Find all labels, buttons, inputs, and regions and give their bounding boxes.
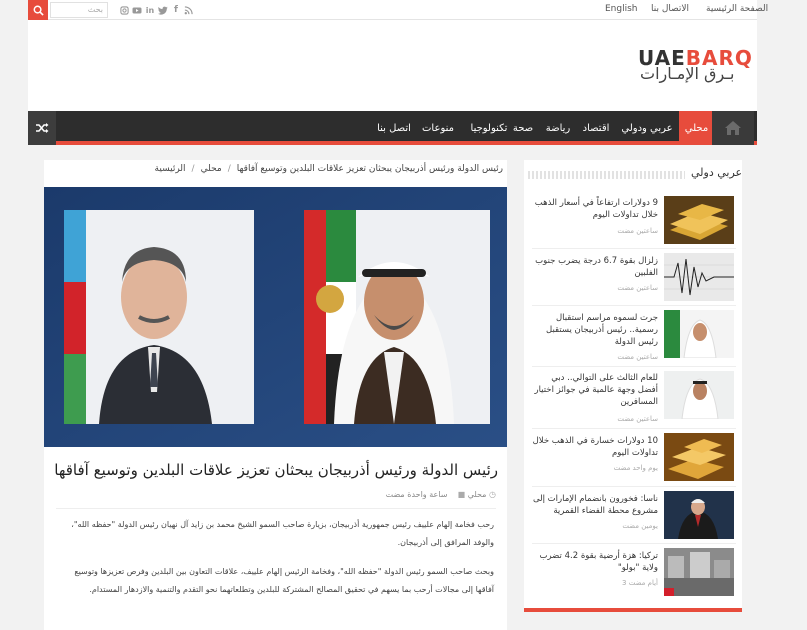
breadcrumb-current: رئيس الدولة ورئيس أذربيجان يبحثان تعزيز علاقات البلدين وتوسيع آفاقها [236, 164, 503, 174]
nav-misc[interactable]: منوعات [422, 122, 454, 134]
search-input[interactable]: بحث [50, 2, 108, 18]
news-thumb[interactable] [664, 371, 734, 419]
nav-technology[interactable]: تكنولوجيا [470, 122, 508, 134]
random-article-button[interactable] [28, 111, 56, 145]
nav-arab-intl[interactable]: عربي ودولي [621, 122, 673, 134]
news-time: ساعتين مضت [617, 353, 658, 361]
instagram-icon[interactable] [118, 4, 130, 16]
nav-contact[interactable]: اتصل بنا [377, 122, 411, 134]
article-paragraph: رحب فخامة إلهام علييف رئيس جمهورية أذربيجان، بزيارة صاحب السمو الشيخ محمد بن زايد آل نهيان رئيس الدولة "حفظه الله"، والوفد المرافق إلى أذربيجان. [71, 520, 494, 547]
news-title[interactable]: زلزال بقوة 6.7 درجة يضرب جنوب الفلبين [535, 256, 658, 278]
divider [532, 366, 736, 367]
divider [532, 248, 736, 249]
divider [56, 508, 496, 509]
search-button[interactable] [28, 0, 48, 20]
breadcrumb: رئيس الدولة ورئيس أذربيجان يبحثان تعزيز علاقات البلدين وتوسيع آفاقها/محلي/الرئيسية [154, 164, 503, 174]
news-thumb[interactable] [664, 253, 734, 301]
link-home[interactable]: الصفحة الرئيسية [706, 4, 769, 14]
rss-icon[interactable] [182, 4, 194, 16]
link-english[interactable]: English [605, 4, 638, 14]
article-hero-image [44, 187, 507, 447]
divider [532, 486, 736, 487]
shuffle-icon [35, 122, 49, 134]
youtube-icon[interactable] [131, 4, 143, 16]
news-title[interactable]: جرت لسموه مراسم استقبال رسمية.. رئيس أذربيجان يستقبل رئيس الدولة [546, 313, 658, 347]
nav-local[interactable]: محلي [679, 111, 714, 145]
news-thumb[interactable] [664, 433, 734, 481]
article-meta [52, 490, 496, 499]
widget-title-stripe [528, 171, 685, 179]
news-title[interactable]: تركيا: هزة أرضية بقوة 4.2 تضرب ولاية "بولو" [539, 551, 658, 573]
nav-health[interactable]: صحة [512, 122, 534, 134]
logo-latin-a: UAE [638, 46, 686, 70]
news-time: ساعتين مضت [617, 415, 658, 423]
nav-sports[interactable]: رياضة [545, 122, 571, 134]
news-thumb[interactable] [664, 491, 734, 539]
news-time: 3 أيام مضت [622, 579, 658, 587]
article-title: رئيس الدولة ورئيس أذربيجان يبحثان تعزيز علاقات البلدين وتوسيع آفاقها [54, 461, 498, 479]
link-contact[interactable]: الاتصال بنا [651, 4, 690, 14]
news-title[interactable]: ناسا: فخورون بانضمام الإمارات إلى مشروع محطة الفضاء القمرية [532, 494, 658, 516]
clock-icon: ◷ [489, 490, 496, 499]
divider [532, 428, 736, 429]
search-icon [33, 5, 44, 16]
news-thumb[interactable] [664, 196, 734, 244]
breadcrumb-category[interactable]: محلي [200, 164, 222, 174]
news-time: ساعتين مضت [617, 284, 658, 292]
article-category[interactable]: محلي [467, 490, 487, 499]
widget-title: عربي دولي [691, 166, 743, 179]
nav-economy[interactable]: اقتصاد [582, 122, 610, 134]
logo-arabic-text: بـرق الإمـارات [640, 64, 735, 83]
news-thumb[interactable] [664, 548, 734, 596]
home-icon [724, 120, 742, 136]
twitter-icon[interactable] [157, 4, 169, 16]
article-time: ساعة واحدة مضت [385, 490, 448, 499]
news-title[interactable]: 10 دولارات خسارة في الذهب خلال تداولات اليوم [532, 436, 658, 458]
news-time: ساعتين مضت [617, 227, 658, 235]
news-time: يومين مضت [622, 522, 658, 530]
folder-icon: ■ [457, 490, 466, 499]
nav-home[interactable] [712, 111, 754, 145]
facebook-icon[interactable]: f [174, 5, 178, 15]
news-title[interactable]: 9 دولارات ارتفاعاً في أسعار الذهب خلال تداولات اليوم [534, 198, 658, 220]
logo-latin-b: BARQ [685, 46, 753, 70]
news-thumb[interactable] [664, 310, 734, 358]
article-paragraph: وبحث صاحب السمو رئيس الدولة "حفظه الله"، وفخامة الرئيس إلهام علييف، علاقات التعاون بين البلدين وفرص تعزيزها وتوسيع آفاقها إلى مجالات أرحب بما يسهم في تحقيق المصالح المشتركة للبلدين وتطلعاتهما نحو التقدم والتنمية والازدهار المستدام. [74, 567, 494, 594]
divider [532, 543, 736, 544]
news-time: يوم واحد مضت [613, 464, 658, 472]
breadcrumb-home[interactable]: الرئيسية [154, 164, 186, 174]
news-title[interactable]: للعام الثالث على التوالي.. دبي أفضل وجهة عالمية في جوائز اختيار المسافرين [534, 373, 658, 407]
linkedin-icon[interactable]: in [145, 5, 155, 15]
divider [532, 305, 736, 306]
